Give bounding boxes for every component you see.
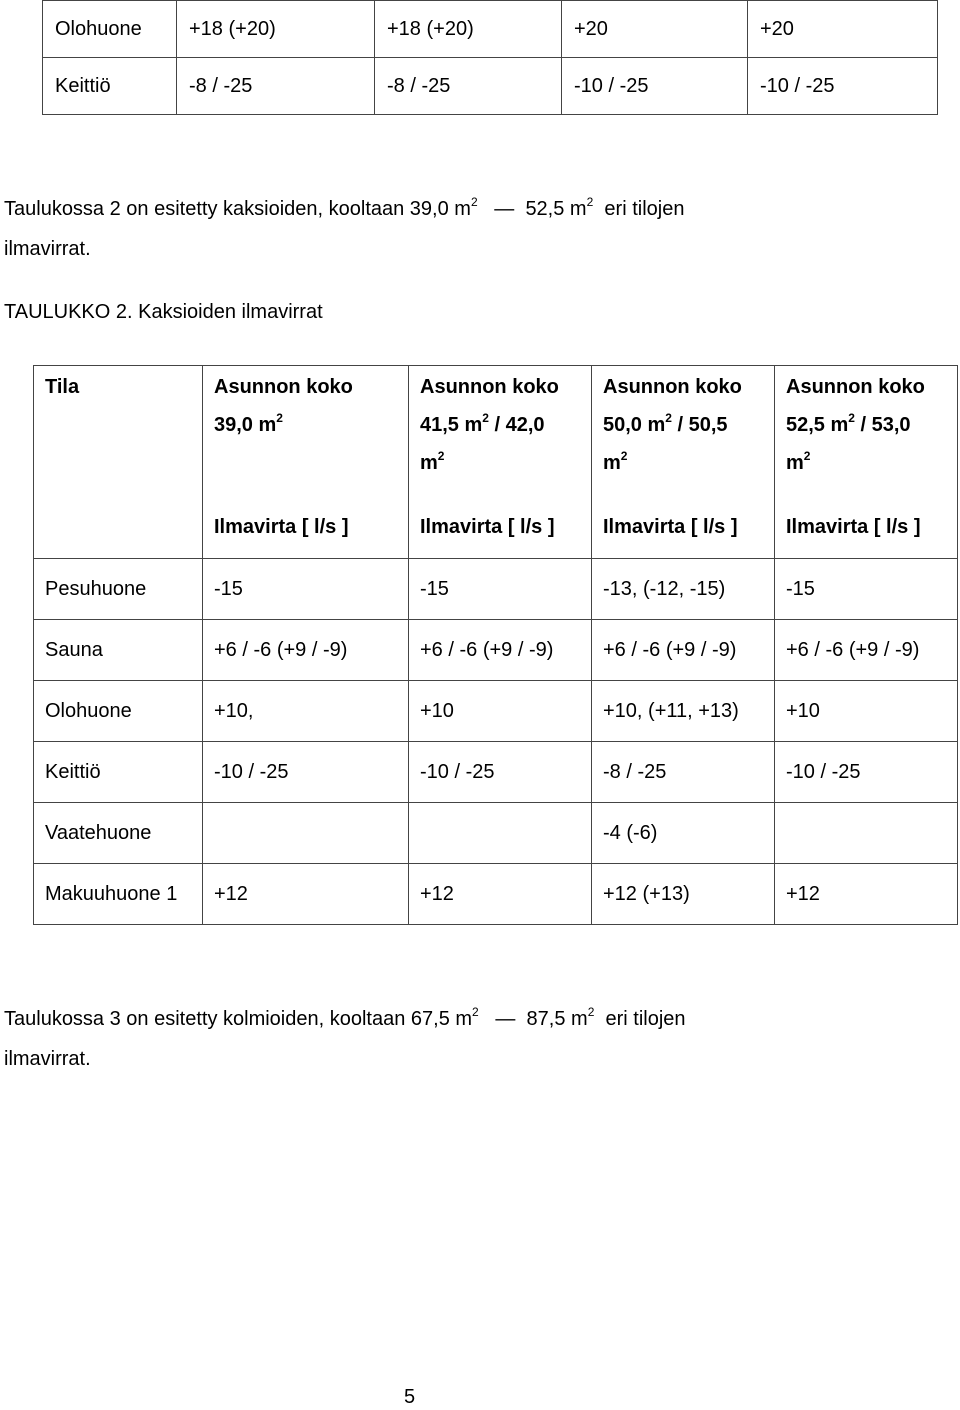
paragraph-2: Taulukossa 3 on esitetty kolmioiden, kooltaan 67,5 $m^2$ — 87,5 $m^2$ eri tilojen ilmavirrat.	[4, 1005, 686, 1070]
paragraph-1-line-2: ilmavirrat.	[4, 238, 91, 260]
paragraph-1: Taulukossa 2 on esitetty kaksioiden, kooltaan 39,0 $m^2$ — 52,5 $m^2$ eri tilojen ilmavirrat.	[4, 195, 685, 260]
table-2-cell	[409, 803, 592, 864]
table-1-cell: +18 (+20)	[375, 1, 562, 58]
superscript: 2	[587, 1005, 595, 1019]
table-2-cell	[775, 803, 958, 864]
caption-label: TAULUKKO 2.	[4, 301, 133, 323]
table-1-row	[43, 1, 938, 58]
table-2-header-row	[34, 366, 958, 559]
paragraph-2-text-3: eri tilojen	[605, 1008, 686, 1030]
table-2-cell: +6 / -6 (+9 / -9)	[775, 620, 958, 681]
table-2-cell: +10,	[203, 681, 409, 742]
table-2-cell: +10, (+11, +13)	[592, 681, 775, 742]
table-2-cell: -10 / -25	[775, 742, 958, 803]
table-2-cell: +12	[775, 864, 958, 925]
table-1-cell: +18 (+20)	[177, 1, 375, 58]
table-1-row-label: Olohuone	[43, 1, 177, 58]
paragraph-1-text: Taulukossa 2 on esitetty kaksioiden, kooltaan 39,0 m	[4, 198, 471, 220]
table-2-row-label: Vaatehuone	[34, 803, 203, 864]
table-2-row-label: Pesuhuone	[34, 559, 203, 620]
table-2-cell: -10 / -25	[203, 742, 409, 803]
paragraph-2-text-2: 87,5 m	[526, 1008, 588, 1030]
table-1-cell: -10 / -25	[748, 58, 938, 115]
table-2-row-label: Olohuone	[34, 681, 203, 742]
table-2-cell: +12	[409, 864, 592, 925]
table-2-cell	[203, 803, 409, 864]
caption-text: Kaksioiden ilmavirrat	[138, 301, 323, 323]
table-2-cell: +6 / -6 (+9 / -9)	[203, 620, 409, 681]
table-2-row-label: Keittiö	[34, 742, 203, 803]
table-2-row	[34, 742, 958, 803]
paragraph-1-text-3: eri tilojen	[604, 198, 685, 220]
table-2-cell: +12	[203, 864, 409, 925]
header-size-2: Asunnon koko 41,5 $m^2 / 42,0$ $m^2$ Ilmavirta [ l/s ]	[409, 366, 592, 559]
table-2-row	[34, 681, 958, 742]
page-number: 5	[404, 1386, 416, 1408]
superscript: 2	[586, 195, 594, 209]
table-2-cell: -15	[203, 559, 409, 620]
paragraph-1-text-2: 52,5 m	[525, 198, 587, 220]
table-2-cell: +6 / -6 (+9 / -9)	[592, 620, 775, 681]
table-2-cell: -8 / -25	[592, 742, 775, 803]
header-size-1: Asunnon koko 39,0 $m^2$ Ilmavirta [ l/s ]	[203, 366, 409, 559]
table-2-cell: -4 (-6)	[592, 803, 775, 864]
table-2-row	[34, 864, 958, 925]
table-2-cell: +10	[775, 681, 958, 742]
table-2-row	[34, 803, 958, 864]
table-1-row-label: Keittiö	[43, 58, 177, 115]
table-2-cell: +6 / -6 (+9 / -9)	[409, 620, 592, 681]
table-2-row-label: Sauna	[34, 620, 203, 681]
table-1-cell: +20	[748, 1, 938, 58]
table-2-row	[34, 559, 958, 620]
paragraph-2-text: Taulukossa 3 on esitetty kolmioiden, kooltaan 67,5 m	[4, 1008, 473, 1030]
header-size-4: Asunnon koko 52,5 $m^2 / 53,0$ $m^2$ Ilmavirta [ l/s ]	[775, 366, 958, 559]
table-2-cell: -15	[775, 559, 958, 620]
table-2-cell: +12 (+13)	[592, 864, 775, 925]
table-1-cell: -8 / -25	[177, 58, 375, 115]
table-2-caption	[4, 292, 954, 332]
table-2-cell: -13, (-12, -15)	[592, 559, 775, 620]
table-2-cell: +10	[409, 681, 592, 742]
table-2-cell: -15	[409, 559, 592, 620]
header-size-3: Asunnon koko 50,0 $m^2 / 50,5$ $m^2$ Ilmavirta [ l/s ]	[592, 366, 775, 559]
table-2-row-label: Makuuhuone 1	[34, 864, 203, 925]
paragraph-2-line-2: ilmavirrat.	[4, 1048, 91, 1070]
table-1-row	[43, 58, 938, 115]
table-2-cell: -10 / -25	[409, 742, 592, 803]
table-2-row	[34, 620, 958, 681]
table-1-cell: -8 / -25	[375, 58, 562, 115]
superscript: 2	[470, 195, 478, 209]
table-1	[42, 0, 938, 115]
table-1-cell: -10 / -25	[562, 58, 748, 115]
table-1-cell: +20	[562, 1, 748, 58]
superscript: 2	[472, 1005, 479, 1019]
table-2	[33, 365, 958, 925]
header-tila: Tila	[34, 366, 203, 559]
